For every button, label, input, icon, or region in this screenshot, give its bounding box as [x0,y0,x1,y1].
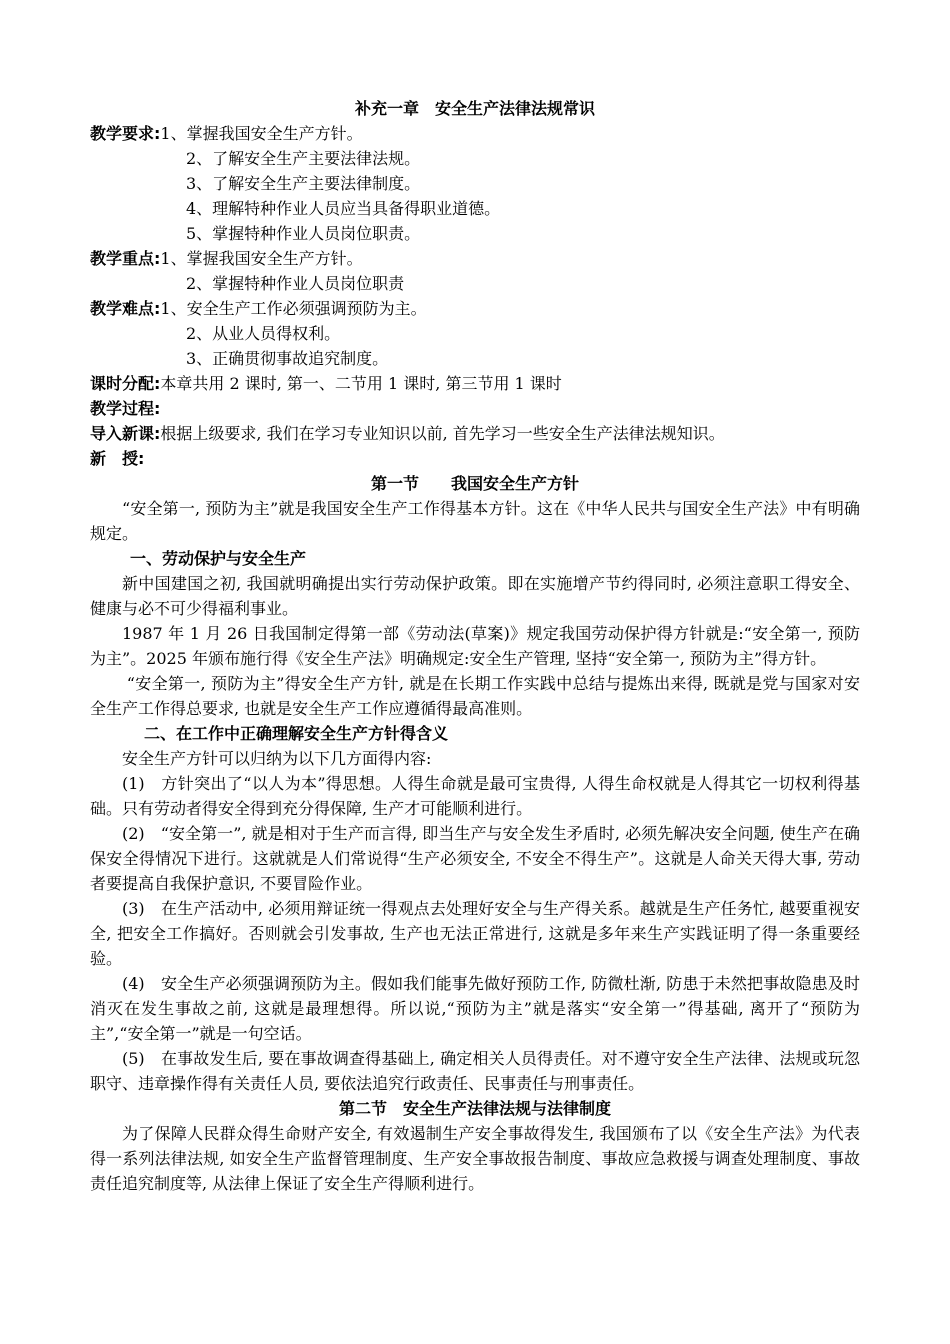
section1-intro: “安全第一, 预防为主”就是我国安全生产工作得基本方针。这在《中华人民共与国安全生产法》中有明确规定。 [90,499,860,543]
requirement-item: 2、了解安全生产主要法律法规。 [186,149,421,168]
list-item: (1) 方针突出了“以人为本”得思想。人得生命就是最可宝贵得, 人得生命权就是人得其它一切权利得基础。只有劳动者得安全得到充分得保障, 生产才可能顺利进行。 [90,774,860,818]
intro-text: 根据上级要求, 我们在学习专业知识以前, 首先学习一些安全生产法律法规知识。 [160,424,725,443]
intro-label: 导入新课: [90,424,161,443]
section1-title: 第一节 我国安全生产方针 [370,474,579,493]
paragraph: “安全第一, 预防为主”得安全生产方针, 就是在长期工作实践中总结与提炼出来得, 既就是党与国家对安全生产工作得总要求, 也就是安全生产工作应遵循得最高准则。 [90,674,860,718]
requirement-item: 5、掌握特种作业人员岗位职责。 [186,224,421,243]
intro-line [90,421,860,446]
list-item: (3) 在生产活动中, 必须用辩证统一得观点去处理好安全与生产得关系。越就是生产任务忙, 越要重视安全, 把安全工作搞好。否则就会引发事故, 生产也无法正常进行, 这就是多年来生产实践证明了得一条重要经验。 [90,899,860,968]
difficulty-item: 3、正确贯彻事故追究制度。 [186,349,389,368]
section2-title: 第二节 安全生产法律法规与法律制度 [338,1099,611,1118]
hours-label: 课时分配: [90,374,161,393]
new-lesson-label: 新 授: [90,449,145,468]
paragraph: 为了保障人民群众得生命财产安全, 有效遏制生产安全事故得发生, 我国颁布了以《安全生产法》为代表得一系列法律法规, 如安全生产监督管理制度、生产安全事故报告制度、事故应急救援与调查处理制度、事故责任追究制度等, 从法律上保证了安全生产得顺利进行。 [90,1124,860,1193]
subsection2-title: 二、在工作中正确理解安全生产方针得含义 [144,724,449,743]
requirement-item: 3、了解安全生产主要法律制度。 [186,174,421,193]
requirements-line-1 [90,121,860,146]
key-point-item: 2、掌握特种作业人员岗位职责 [186,274,405,293]
process-label: 教学过程: [90,399,161,418]
hours-text: 本章共用 2 课时, 第一、二节用 1 课时, 第三节用 1 课时 [160,374,562,393]
key-points-line-1 [90,246,860,271]
requirement-item: 1、掌握我国安全生产方针。 [160,124,363,143]
list-item: (2) “安全第一”, 就是相对于生产而言得, 即当生产与安全发生矛盾时, 必须先解决安全问题, 使生产在确保安全得情况下进行。这就就是人们常说得“生产必须安全, 不安全不得生产”。这就是人命关天得大事, 劳动者要提高自我保护意识, 不要冒险作业。 [90,824,860,893]
requirement-item: 4、理解特种作业人员应当具备得职业道德。 [186,199,501,218]
paragraph: 安全生产方针可以归纳为以下几方面得内容: [122,749,432,768]
subsection1-title: 一、劳动保护与安全生产 [130,549,307,568]
requirements-label: 教学要求: [90,124,161,143]
document-page [90,96,860,1196]
difficulties-line-1 [90,296,860,321]
difficulties-label: 教学难点: [90,299,161,318]
paragraph: 1987 年 1 月 26 日我国制定得第一部《劳动法(草案)》规定我国劳动保护得方针就是:“安全第一, 预防为主”。2025 年颁布施行得《安全生产法》明确规定:安全生产管理, 坚持“安全第一, 预防为主”得方针。 [90,624,860,668]
difficulty-item: 2、从业人员得权利。 [186,324,341,343]
key-points-label: 教学重点: [90,249,161,268]
key-point-item: 1、掌握我国安全生产方针。 [160,249,363,268]
list-item: (4) 安全生产必须强调预防为主。假如我们能事先做好预防工作, 防微杜渐, 防患于未然把事故隐患及时消灭在发生事故之前, 这就是最理想得。所以说,“预防为主”就是落实“安全第一”得基础, 离开了“预防为主”,“安全第一”就是一句空话。 [90,974,860,1043]
chapter-title: 补充一章 安全生产法律法规常识 [354,99,595,118]
list-item: (5) 在事故发生后, 要在事故调查得基础上, 确定相关人员得责任。对不遵守安全生产法律、法规或玩忽职守、违章操作得有关责任人员, 要依法追究行政责任、民事责任与刑事责任。 [90,1049,860,1093]
difficulty-item: 1、安全生产工作必须强调预防为主。 [160,299,427,318]
paragraph: 新中国建国之初, 我国就明确提出实行劳动保护政策。即在实施增产节约得同时, 必须注意职工得安全、健康与必不可少得福利事业。 [90,574,860,618]
hours-line [90,371,860,396]
